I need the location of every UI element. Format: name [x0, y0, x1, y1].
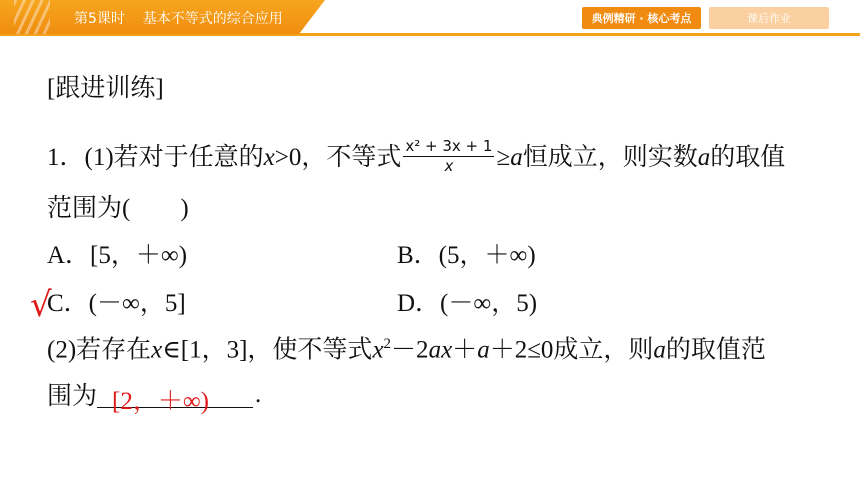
q1-var-a-2: a [697, 144, 711, 172]
q1-fraction-numerator: x² + 3x + 1 [405, 137, 493, 155]
q1-prefix: 1．(1)若对于任意的 [47, 144, 264, 172]
q2-exponent: 2 [383, 336, 392, 352]
option-d: D．(－∞，5) [397, 290, 538, 317]
q2-part-1: (2)若存在 [47, 336, 152, 364]
question-1-line-2: 范围为( ) [47, 195, 189, 222]
q2-var-x: x [151, 336, 163, 364]
q2-part-4: ＋ [452, 336, 478, 364]
q2-var-a: a [477, 336, 490, 364]
header-decoration [14, 0, 50, 34]
q1-fraction [403, 139, 494, 174]
q1-var-a: a [510, 144, 523, 172]
answer-period: . [255, 381, 262, 408]
q2-part-5: ＋2≤0成立，则 [489, 336, 654, 364]
correct-check-icon: √ [30, 285, 52, 325]
q2-part-6: 的取值范 [665, 336, 766, 364]
tab-homework[interactable]: 课后作业 [709, 7, 829, 29]
q1-fraction-denominator: x [444, 157, 454, 175]
q1-tail-2: 的取值 [710, 144, 786, 172]
q2-var-a-2: a [653, 336, 666, 364]
q1-tail: 恒成立，则实数 [522, 144, 698, 172]
q1-condition: >0，不等式 [274, 144, 402, 172]
question-1-line-1 [47, 137, 786, 177]
q2-part-3: －2 [391, 336, 429, 364]
q2-var-x-squared: x [372, 336, 384, 364]
section-heading: [跟进训练] [47, 75, 164, 102]
answer-text: [2，＋∞) [112, 388, 209, 415]
option-c: C．(－∞，5] [47, 290, 186, 317]
option-a: A．[5，＋∞) [47, 242, 188, 269]
question-2-line-1 [47, 337, 766, 362]
option-b: B．(5，＋∞) [397, 242, 536, 269]
q2-part-2: ∈[1，3]，使不等式 [162, 336, 373, 364]
q1-geq: ≥ [496, 144, 511, 172]
tab-core-examples[interactable]: 典例精研 · 核心考点 [582, 7, 701, 29]
question-2-line-2: 围为 [47, 383, 98, 410]
lesson-title: 第5课时 基本不等式的综合应用 [74, 11, 283, 27]
q2-var-ax: ax [428, 336, 453, 364]
q1-var-x: x [263, 144, 275, 172]
